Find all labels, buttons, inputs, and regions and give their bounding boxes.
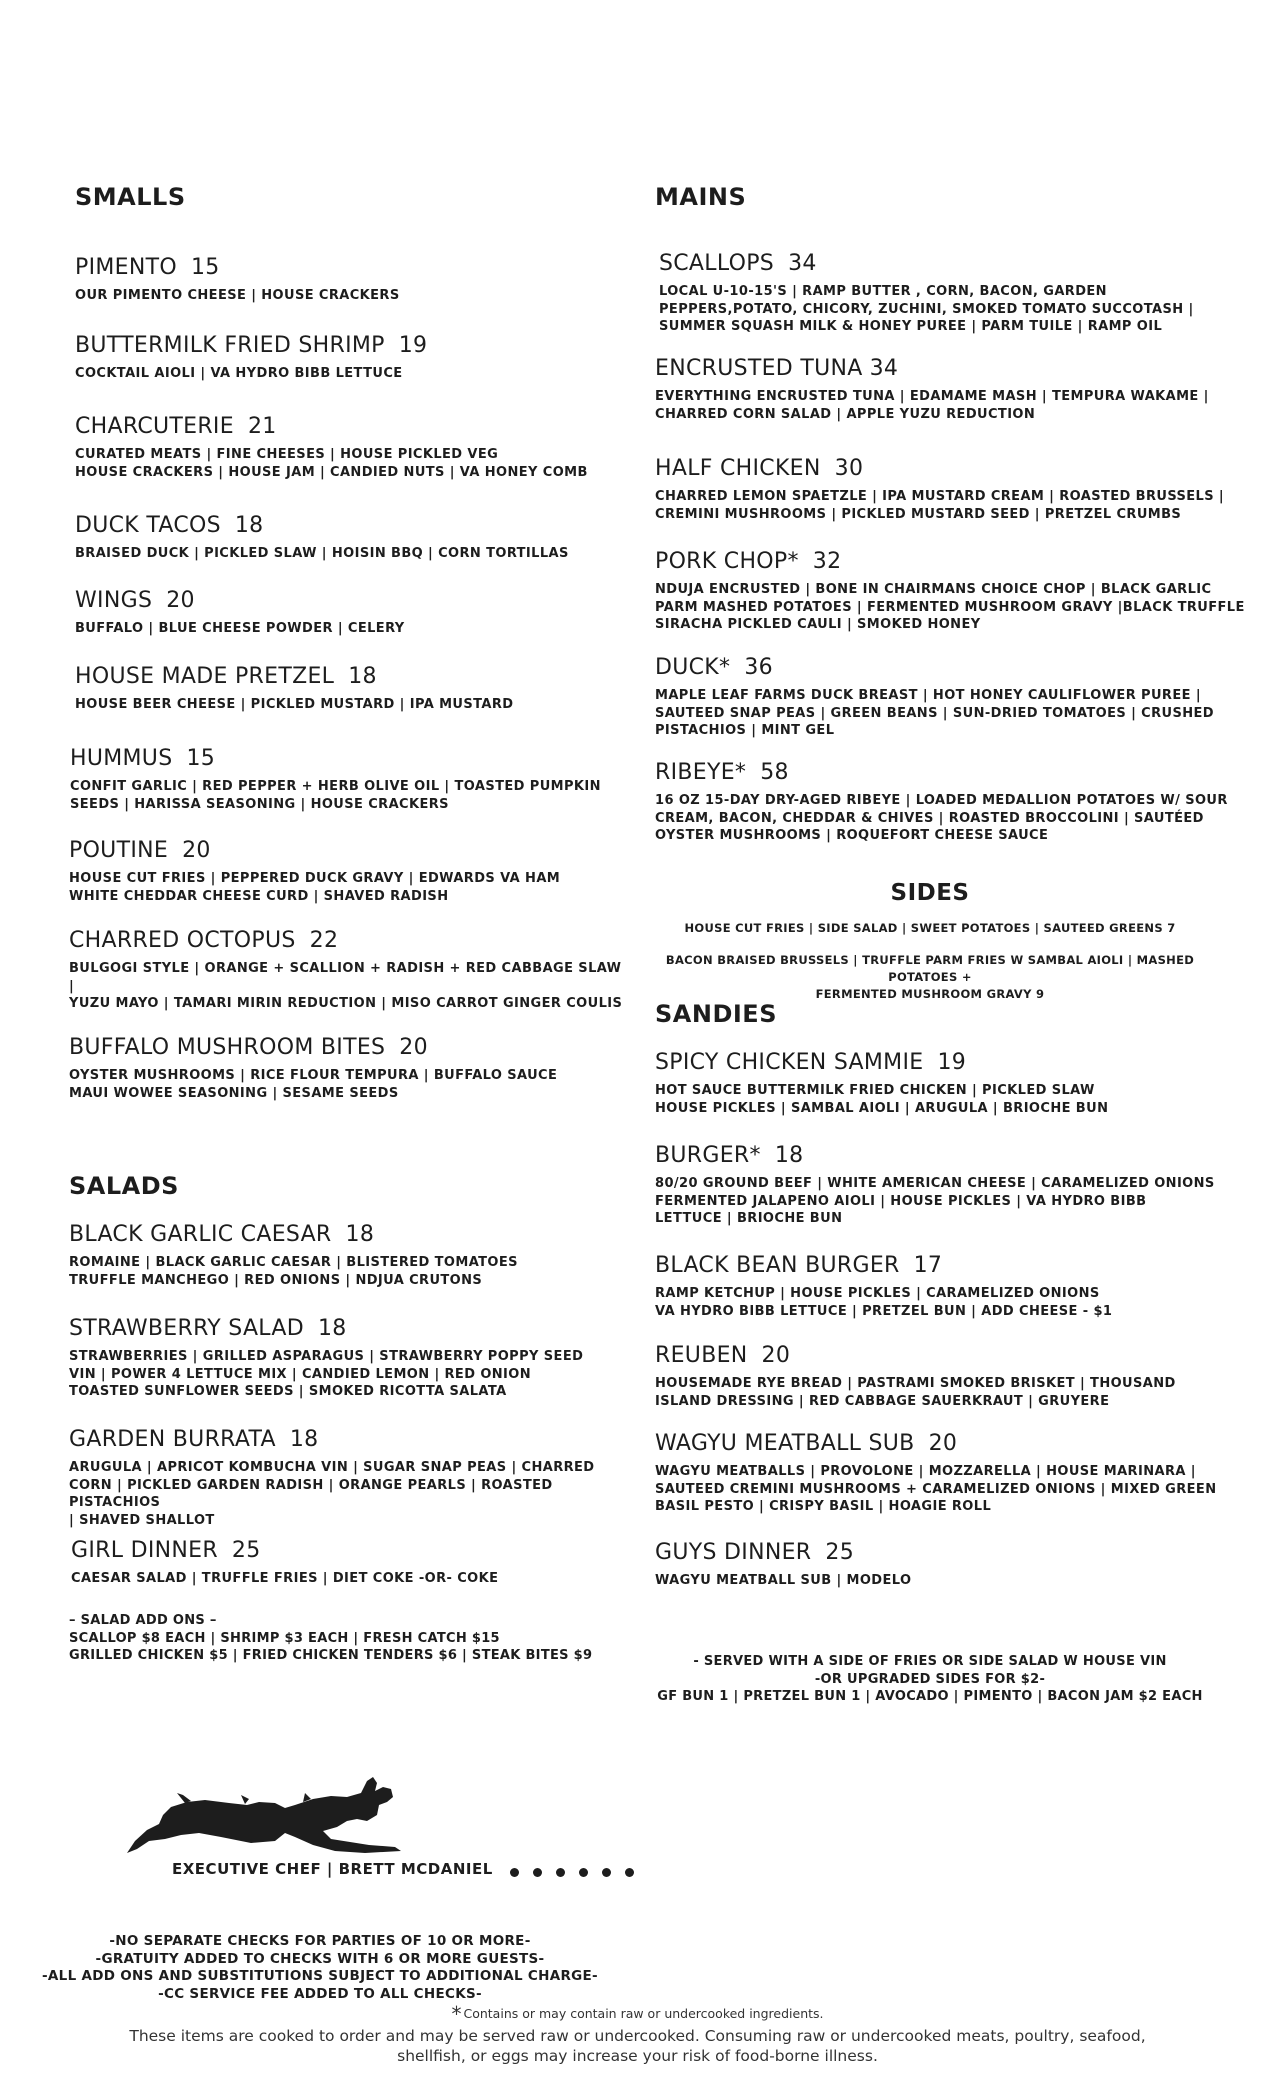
item-price: 15 (190, 255, 220, 280)
item-description: NDUJA ENCRUSTED | BONE IN CHAIRMANS CHOICE CHOP | BLACK GARLIC PARM MASHED POTATOES | FERMENTED MUSHROOM GRAVY |BLACK TRUFFLE SIRACHA PICKLED CAULI | SMOKED HONEY (655, 582, 1245, 632)
item-name: BLACK BEAN BURGER (655, 1253, 900, 1278)
item-name: POUTINE (69, 838, 169, 863)
dot-icon (533, 1868, 542, 1877)
item-description: COCKTAIL AIOLI | VA HYDRO BIBB LETTUCE (75, 366, 403, 381)
sandies-served-note: - SERVED WITH A SIDE OF FRIES OR SIDE SALAD W HOUSE VIN -OR UPGRADED SIDES FOR $2- GF BUN 1 | PRETZEL BUN 1 | AVOCADO | PIMENTO | BACON JAM $2 EACH (657, 1654, 1203, 1704)
item-description: BUFFALO | BLUE CHEESE POWDER | CELERY (75, 621, 405, 636)
item-price: 20 (182, 838, 211, 863)
item-name: SCALLOPS (659, 251, 775, 276)
menu-item (69, 1427, 629, 1529)
item-description: HOUSE CUT FRIES | PEPPERED DUCK GRAVY | EDWARDS VA HAM WHITE CHEDDAR CHEESE CURD | SHAVED RADISH (69, 871, 561, 904)
item-description: 80/20 GROUND BEEF | WHITE AMERICAN CHEESE | CARAMELIZED ONIONS FERMENTED JALAPENO AIOLI | HOUSE PICKLES | VA HYDRO BIBB LETTUCE | BRIOCHE BUN (655, 1176, 1215, 1226)
item-price: 20 (761, 1343, 791, 1368)
item-description: HOUSE BEER CHEESE | PICKLED MUSTARD | IPA MUSTARD (75, 697, 514, 712)
asterisk: * (451, 2002, 462, 2026)
menu-item (75, 333, 635, 383)
item-name: SPICY CHICKEN SAMMIE (655, 1050, 924, 1075)
item-name: REUBEN (655, 1343, 748, 1368)
item-name: PORK CHOP* (655, 549, 799, 574)
item-name: BUFFALO MUSHROOM BITES (69, 1035, 386, 1060)
item-description: ARUGULA | APRICOT KOMBUCHA VIN | SUGAR SNAP PEAS | CHARRED CORN | PICKLED GARDEN RADISH | ORANGE PEARLS | ROASTED PISTACHIOS | SHAVED SHALLOT (69, 1460, 595, 1528)
dot-icon (556, 1868, 565, 1877)
menu-item (75, 414, 635, 481)
menu-item (655, 1540, 1255, 1590)
item-description: OYSTER MUSHROOMS | RICE FLOUR TEMPURA | BUFFALO SAUCE MAUI WOWEE SEASONING | SESAME SEEDS (69, 1068, 558, 1101)
item-description: OUR PIMENTO CHEESE | HOUSE CRACKERS (75, 288, 400, 303)
item-description: ROMAINE | BLACK GARLIC CAESAR | BLISTERED TOMATOES TRUFFLE MANCHEGO | RED ONIONS | NDJUA CRUTONS (69, 1255, 518, 1288)
item-description: CURATED MEATS | FINE CHEESES | HOUSE PICKLED VEG HOUSE CRACKERS | HOUSE JAM | CANDIED NUTS | VA HONEY COMB (75, 447, 588, 480)
item-price: 25 (231, 1538, 261, 1563)
item-description: 16 OZ 15-DAY DRY-AGED RIBEYE | LOADED MEDALLION POTATOES W/ SOUR CREAM, BACON, CHEDDAR & CHIVES | ROASTED BROCCOLINI | SAUTÉED OYSTER MUSHROOMS | ROQUEFORT CHEESE SAUCE (655, 793, 1228, 843)
item-name: CHARCUTERIE (75, 414, 234, 439)
item-price: 34 (869, 356, 899, 381)
executive-chef: EXECUTIVE CHEF | BRETT MCDANIEL (172, 1860, 493, 1878)
item-name: PIMENTO (75, 255, 177, 280)
item-description: STRAWBERRIES | GRILLED ASPARAGUS | STRAWBERRY POPPY SEED VIN | POWER 4 LETTUCE MIX | CANDIED LEMON | RED ONION TOASTED SUNFLOWER SEEDS | SMOKED RICOTTA SALATA (69, 1349, 584, 1399)
item-price: 18 (234, 513, 264, 538)
item-description: EVERYTHING ENCRUSTED TUNA | EDAMAME MASH | TEMPURA WAKAME | CHARRED CORN SALAD | APPLE YUZU REDUCTION (655, 389, 1209, 422)
item-name: HOUSE MADE PRETZEL (75, 664, 335, 689)
menu-item (75, 588, 635, 638)
item-description: WAGYU MEATBALLS | PROVOLONE | MOZZARELLA | HOUSE MARINARA | SAUTEED CREMINI MUSHROOMS + CARAMELIZED ONIONS | MIXED GREEN BASIL PESTO | CRISPY BASIL | HOAGIE ROLL (655, 1464, 1217, 1514)
policies: -NO SEPARATE CHECKS FOR PARTIES OF 10 OR MORE- -GRATUITY ADDED TO CHECKS WITH 6 OR MORE GUESTS- -ALL ADD ONS AND SUBSTITUTIONS SUBJECT TO ADDITIONAL CHARGE- -CC SERVICE FEE ADDED TO ALL CHECKS- (42, 1933, 598, 2002)
dot-icon (579, 1868, 588, 1877)
item-price: 18 (289, 1427, 319, 1452)
sandies-title: SANDIES (655, 1000, 777, 1028)
menu-item (655, 356, 1255, 423)
menu-item (655, 456, 1255, 523)
item-description: MAPLE LEAF FARMS DUCK BREAST | HOT HONEY CAULIFLOWER PUREE | SAUTEED SNAP PEAS | GREEN BEANS | SUN-DRIED TOMATOES | CRUSHED PISTACHIOS | MINT GEL (655, 688, 1214, 738)
item-price: 19 (937, 1050, 967, 1075)
item-price: 58 (760, 760, 789, 785)
disclaimer-note: Contains or may contain raw or undercooked ingredients. (463, 2006, 824, 2021)
menu-item (655, 1343, 1255, 1410)
menu-item (69, 928, 629, 1013)
item-price: 20 (928, 1431, 958, 1456)
menu-item (659, 251, 1259, 336)
item-price: 18 (774, 1143, 804, 1168)
item-price: 20 (399, 1035, 428, 1060)
dot-icon (625, 1868, 634, 1877)
item-name: RIBEYE* (655, 760, 747, 785)
menu-item (655, 1431, 1265, 1516)
item-price: 18 (345, 1222, 375, 1247)
item-name: GUYS DINNER (655, 1540, 812, 1565)
item-description: HOUSEMADE RYE BREAD | PASTRAMI SMOKED BRISKET | THOUSAND ISLAND DRESSING | RED CABBAGE SAUERKRAUT | GRUYERE (655, 1376, 1176, 1409)
item-description: RAMP KETCHUP | HOUSE PICKLES | CARAMELIZED ONIONS VA HYDRO BIBB LETTUCE | PRETZEL BUN | ADD CHEESE - $1 (655, 1286, 1113, 1319)
disclaimer-body: These items are cooked to order and may be served raw or undercooked. Consuming raw or undercooked meats, poultry, seafood, shellfish, or eggs may increase your risk of food-borne illness. (129, 2027, 1146, 2065)
item-description: BRAISED DUCK | PICKLED SLAW | HOISIN BBQ | CORN TORTILLAS (75, 546, 569, 561)
item-description: HOT SAUCE BUTTERMILK FRIED CHICKEN | PICKLED SLAW HOUSE PICKLES | SAMBAL AIOLI | ARUGULA | BRIOCHE BUN (655, 1083, 1109, 1116)
item-price: 36 (744, 655, 773, 680)
item-price: 34 (788, 251, 817, 276)
dot-icon (602, 1868, 611, 1877)
dot-icon (510, 1868, 519, 1877)
decorative-dots (510, 1868, 634, 1877)
item-price: 21 (247, 414, 277, 439)
menu-item (75, 664, 635, 714)
item-name: WAGYU MEATBALL SUB (655, 1431, 915, 1456)
menu-item (655, 1253, 1255, 1320)
disclaimer (60, 2002, 1215, 2066)
sides-title: SIDES (890, 880, 970, 906)
item-name: WINGS (75, 588, 153, 613)
item-price: 20 (166, 588, 195, 613)
menu-item (655, 655, 1255, 740)
item-price: 18 (348, 664, 377, 689)
item-name: BUTTERMILK FRIED SHRIMP (75, 333, 385, 358)
menu-item (655, 1050, 1255, 1117)
menu-item (655, 1143, 1255, 1228)
menu-item (71, 1538, 631, 1588)
item-description: CHARRED LEMON SPAETZLE | IPA MUSTARD CREAM | ROASTED BRUSSELS | CREMINI MUSHROOMS | PICKLED MUSTARD SEED | PRETZEL CRUMBS (655, 489, 1225, 522)
item-price: 19 (398, 333, 428, 358)
sides-line-2: BACON BRAISED BRUSSELS | TRUFFLE PARM FRIES W SAMBAL AIOLI | MASHED POTATOES + FERMENTED MUSHROOM GRAVY 9 (665, 953, 1195, 1001)
item-name: CHARRED OCTOPUS (69, 928, 296, 953)
menu-item (69, 1316, 629, 1401)
smalls-title: SMALLS (75, 183, 186, 211)
menu-item (655, 760, 1255, 845)
item-price: 17 (913, 1253, 943, 1278)
rabbit-icon (125, 1775, 415, 1855)
menu-item (70, 746, 630, 813)
item-name: DUCK* (655, 655, 731, 680)
menu-item (655, 549, 1255, 634)
item-price: 15 (186, 746, 216, 771)
mains-title: MAINS (655, 183, 747, 211)
item-price: 32 (812, 549, 842, 574)
item-name: BLACK GARLIC CAESAR (69, 1222, 332, 1247)
item-name: STRAWBERRY SALAD (69, 1316, 304, 1341)
item-name: HALF CHICKEN (655, 456, 821, 481)
salads-title: SALADS (69, 1172, 179, 1200)
item-name: GARDEN BURRATA (69, 1427, 276, 1452)
item-price: 30 (834, 456, 864, 481)
item-description: CAESAR SALAD | TRUFFLE FRIES | DIET COKE -OR- COKE (71, 1571, 499, 1586)
item-name: HUMMUS (70, 746, 173, 771)
item-name: ENCRUSTED TUNA (655, 356, 863, 381)
menu-item (75, 513, 635, 563)
item-description: LOCAL U-10-15'S | RAMP BUTTER , CORN, BACON, GARDEN PEPPERS,POTATO, CHICORY, ZUCHINI, SMOKED TOMATO SUCCOTASH | SUMMER SQUASH MILK & HONEY PUREE | PARM TUILE | RAMP OIL (659, 284, 1194, 334)
item-name: GIRL DINNER (71, 1538, 218, 1563)
item-name: BURGER* (655, 1143, 761, 1168)
menu-item (69, 1035, 629, 1102)
item-description: CONFIT GARLIC | RED PEPPER + HERB OLIVE OIL | TOASTED PUMPKIN SEEDS | HARISSA SEASONING | HOUSE CRACKERS (70, 779, 601, 812)
item-price: 22 (309, 928, 339, 953)
item-description: BULGOGI STYLE | ORANGE + SCALLION + RADISH + RED CABBAGE SLAW | YUZU MAYO | TAMARI MIRIN REDUCTION | MISO CARROT GINGER COULIS (69, 961, 623, 1011)
item-price: 25 (825, 1540, 854, 1565)
menu-item (69, 1222, 629, 1289)
item-price: 18 (317, 1316, 347, 1341)
item-description: WAGYU MEATBALL SUB | MODELO (655, 1573, 912, 1588)
item-name: DUCK TACOS (75, 513, 221, 538)
menu-item (75, 255, 635, 305)
salad-addons: – SALAD ADD ONS – SCALLOP $8 EACH | SHRIMP $3 EACH | FRESH CATCH $15 GRILLED CHICKEN $5 | FRIED CHICKEN TENDERS $6 | STEAK BITES $9 (69, 1613, 593, 1663)
sides-line-1: HOUSE CUT FRIES | SIDE SALAD | SWEET POTATOES | SAUTEED GREENS 7 (684, 921, 1176, 935)
disclaimer-note-line (60, 2002, 1215, 2026)
